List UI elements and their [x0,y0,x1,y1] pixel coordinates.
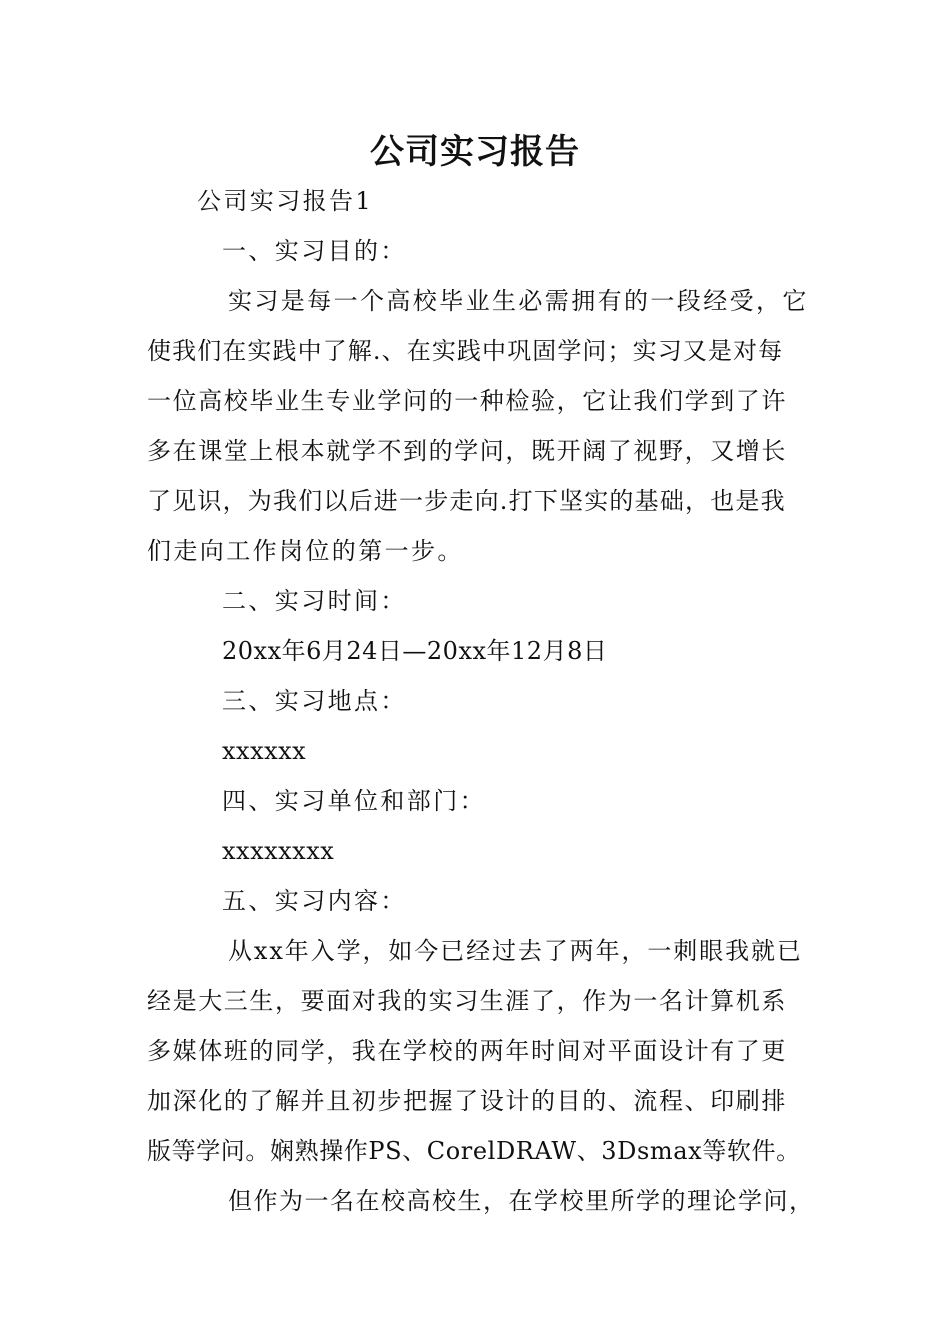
internship-dates: 20xx年6月24日—20xx年12月8日 [222,637,608,665]
paragraph-line: 从xx年入学，如今已经过去了两年，一刺眼我就已 [228,937,803,965]
paragraph-line: 经是大三生，要面对我的实习生涯了，作为一名计算机系 [147,987,787,1015]
paragraph-line: 但作为一名在校高校生，在学校里所学的理论学问， [228,1187,815,1215]
paragraph-line: 使我们在实践中了解.、在实践中巩固学问；实习又是对每 [147,337,784,365]
heading-content: 五、实习内容： [222,887,407,915]
internship-unit: xxxxxxxx [222,837,335,865]
internship-location: xxxxxx [222,737,307,765]
paragraph-line: 版等学问。娴熟操作PS、CorelDRAW、3Dsmax等软件。 [147,1137,801,1165]
report-subtitle: 公司实习报告1 [197,187,374,215]
paragraph-line: 加深化的了解并且初步把握了设计的目的、流程、印刷排 [147,1087,787,1115]
heading-time: 二、实习时间： [222,587,407,615]
paragraph-line: 多媒体班的同学，我在学校的两年时间对平面设计有了更 [147,1037,787,1065]
paragraph-line: 了见识，为我们以后进一步走向.打下坚实的基础，也是我 [147,487,786,515]
heading-unit: 四、实习单位和部门： [222,787,486,815]
paragraph-line: 多在课堂上根本就学不到的学问，既开阔了视野，又增长 [147,437,787,465]
paragraph-line: 一位高校毕业生专业学问的一种检验，它让我们学到了许 [147,387,787,415]
paragraph-line: 们走向工作岗位的第一步。 [147,537,464,565]
document-title: 公司实习报告 [370,132,580,172]
paragraph-line: 实习是每一个高校毕业生必需拥有的一段经受，它 [228,287,809,315]
heading-location: 三、实习地点： [222,687,407,715]
heading-purpose: 一、实习目的： [222,237,407,265]
